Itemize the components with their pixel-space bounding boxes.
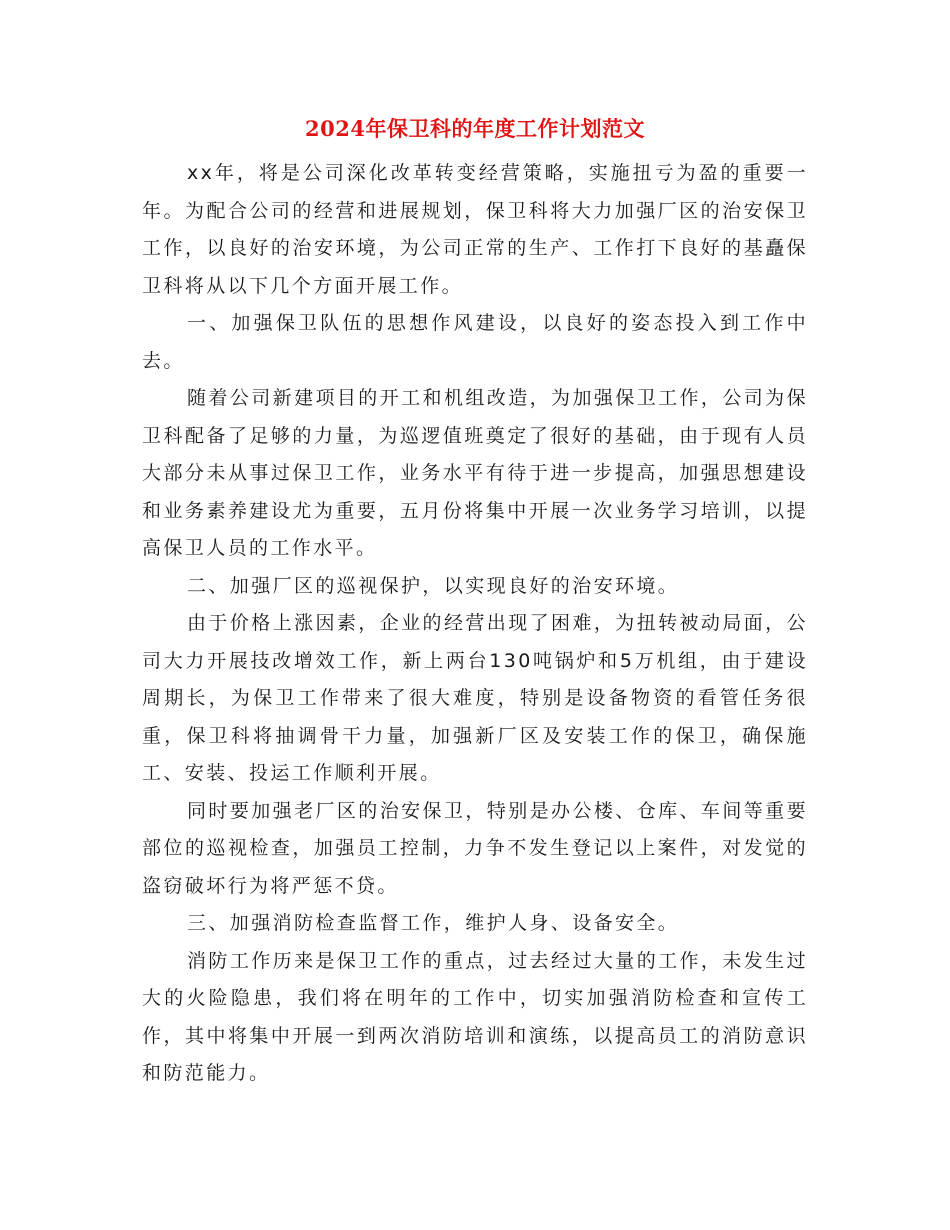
paragraph-section-2b: 同时要加强老厂区的治安保卫，特别是办公楼、仓库、车间等重要部位的巡视检查，加强员工控制，力争不发生登记以上案件，对发觉的盗窃破坏行为将严惩不贷。 [142,799,808,897]
document-title: 2024年保卫科的年度工作计划范文 [305,116,645,141]
paragraph-section-1: 随着公司新建项目的开工和机组改造，为加强保卫工作，公司为保卫科配备了足够的力量，为巡逻值班奠定了很好的基础，由于现有人员大部分未从事过保卫工作，业务水平有待于进一步提高，加强思想建设和业务素养建设尤为重要，五月份将集中开展一次业务学习培训，以提高保卫人员的工作水平。 [142,387,808,559]
paragraph-section-3: 消防工作历来是保卫工作的重点，过去经过大量的工作，未发生过大的火险隐患，我们将在明年的工作中，切实加强消防检查和宣传工作，其中将集中开展一到两次消防培训和演练，以提高员工的消防意识和防范能力。 [142,949,808,1084]
paragraph-section-2a: 由于价格上涨因素，企业的经营出现了困难，为扭转被动局面，公司大力开展技改增效工作，新上两台130吨锅炉和5万机组，由于建设周期长，为保卫工作带来了很大难度，特别是设备物资的看管任务很重，保卫科将抽调骨干力量，加强新厂区及安装工作的保卫，确保施工、安装、投运工作顺利开展。 [142,612,808,784]
document-body [142,155,808,1093]
paragraph-intro: xx年，将是公司深化改革转变经营策略，实施扭亏为盈的重要一年。为配合公司的经营和进展规划，保卫科将大力加强厂区的治安保卫工作，以良好的治安环境，为公司正常的生产、工作打下良好的基矗保卫科将从以下几个方面开展工作。 [142,162,808,297]
section-heading-1: 一、加强保卫队伍的思想作风建设，以良好的姿态投入到工作中去。 [142,312,808,372]
section-heading-2: 二、加强厂区的巡视保护，以实现良好的治安环境。 [187,574,680,597]
section-heading-3: 三、加强消防检查监督工作，维护人身、设备安全。 [187,912,680,934]
